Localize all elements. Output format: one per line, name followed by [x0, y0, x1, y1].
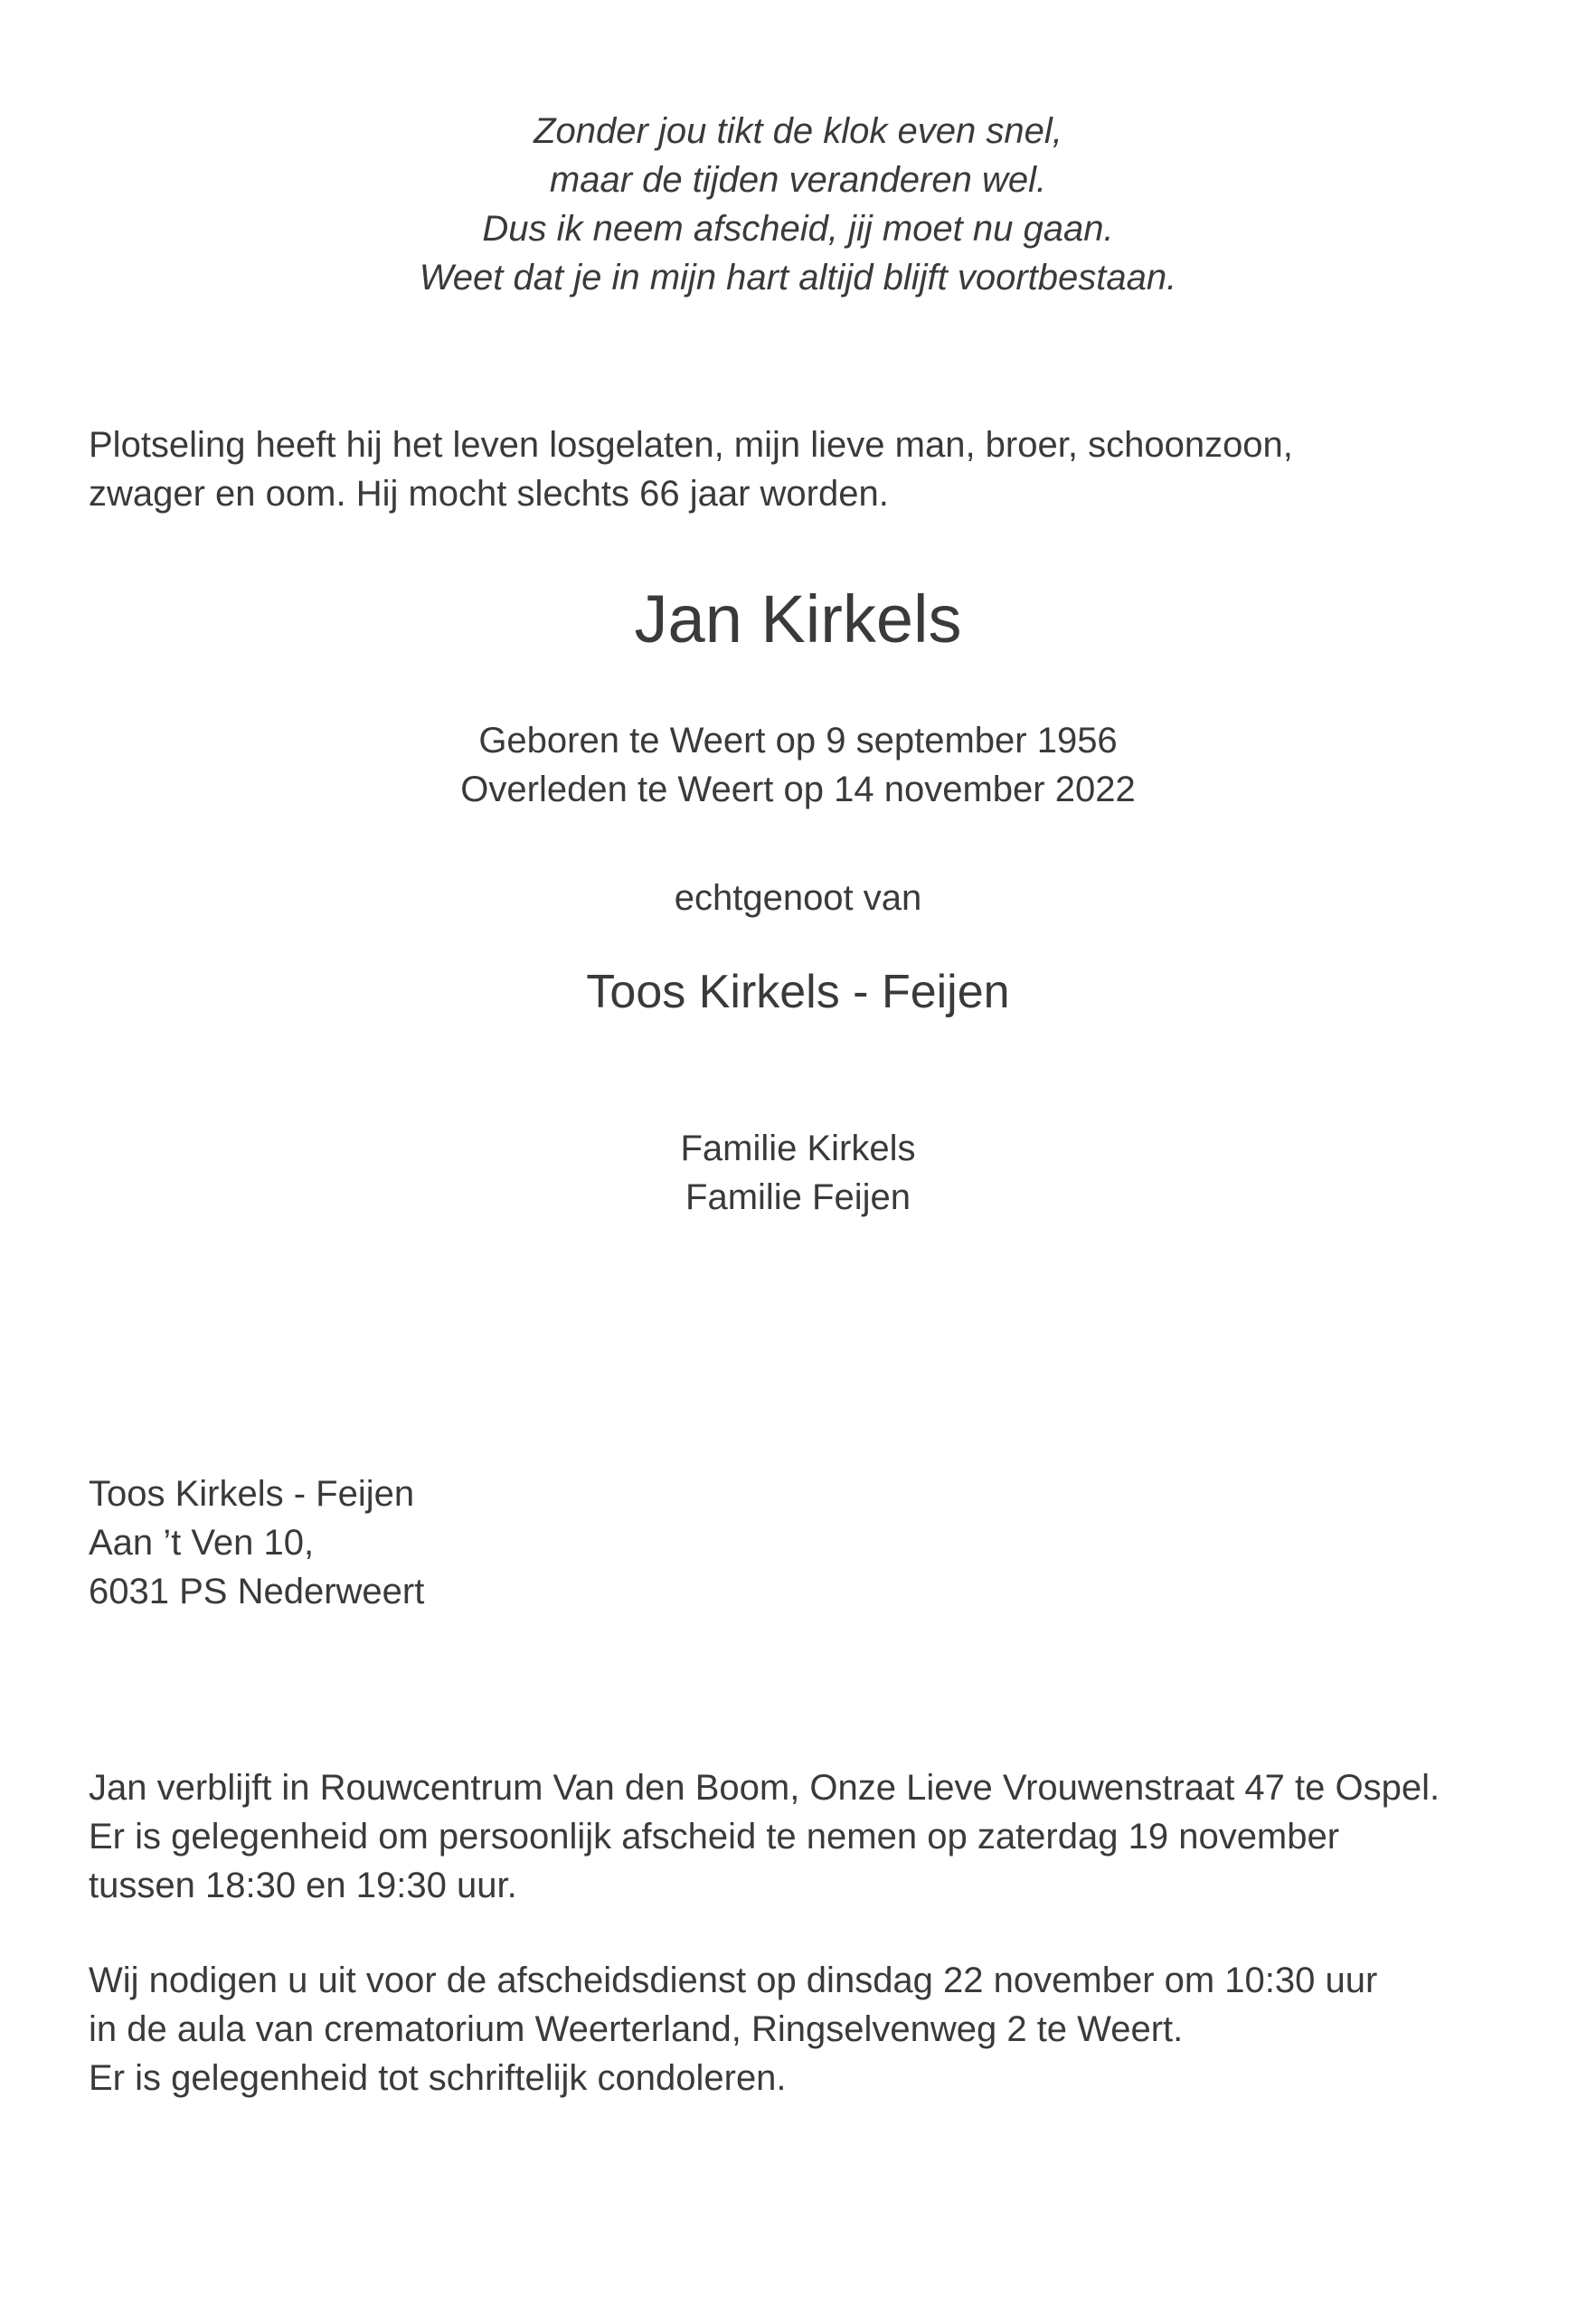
family-name: Familie Kirkels [680, 1129, 916, 1168]
poem-line: maar de tijden veranderen wel. [549, 160, 1047, 200]
birth-date: Geboren te Weert op 9 september 1956 [478, 721, 1118, 761]
deceased-name: Jan Kirkels [634, 581, 962, 657]
service-line: Er is gelegenheid tot schriftelijk condoleren. [89, 2058, 787, 2098]
spouse-label: echtgenoot van [674, 878, 922, 918]
viewing-line: tussen 18:30 en 19:30 uur. [89, 1866, 517, 1905]
poem-line: Dus ik neem afscheid, jij moet nu gaan. [482, 209, 1114, 249]
viewing-line: Jan verblijft in Rouwcentrum Van den Boom, Onze Lieve Vrouwenstraat 47 te Ospel. [89, 1768, 1440, 1808]
service-line: Wij nodigen u uit voor de afscheidsdienst op dinsdag 22 november om 10:30 uur [89, 1961, 1378, 2000]
intro-line: zwager en oom. Hij mocht slechts 66 jaar worden. [89, 474, 889, 514]
address-line: 6031 PS Nederweert [89, 1572, 425, 1611]
death-date: Overleden te Weert op 14 november 2022 [460, 770, 1136, 809]
address-line: Aan ’t Ven 10, [89, 1523, 315, 1563]
viewing-line: Er is gelegenheid om persoonlijk afscheid te nemen op zaterdag 19 november [89, 1817, 1340, 1857]
spouse-name: Toos Kirkels - Feijen [586, 966, 1010, 1018]
intro-line: Plotseling heeft hij het leven losgelaten, mijn lieve man, broer, schoonzoon, [89, 425, 1293, 465]
poem-line: Zonder jou tikt de klok even snel, [534, 111, 1062, 151]
poem-line: Weet dat je in mijn hart altijd blijft voortbestaan. [419, 258, 1177, 298]
service-line: in de aula van crematorium Weerterland, Ringselvenweg 2 te Weert. [89, 2009, 1184, 2049]
address-line: Toos Kirkels - Feijen [89, 1474, 415, 1514]
family-name: Familie Feijen [685, 1177, 911, 1217]
